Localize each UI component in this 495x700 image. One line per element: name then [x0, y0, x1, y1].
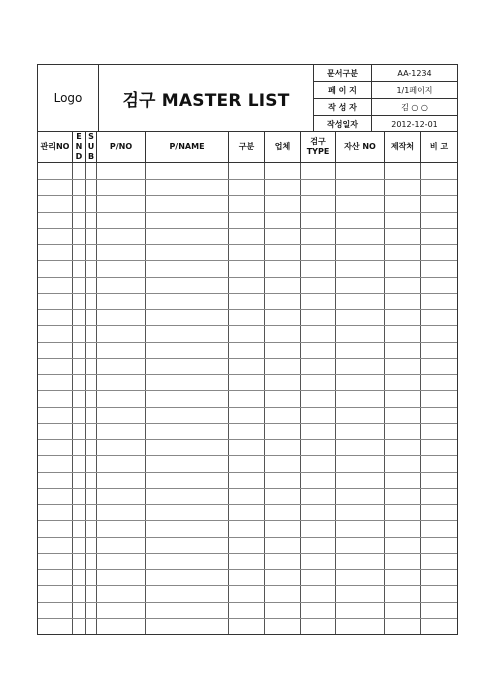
column-header: E N D: [73, 132, 86, 163]
document-info-table: [314, 65, 457, 131]
table-row: [38, 569, 457, 570]
info-value: AA-1234: [397, 68, 432, 78]
table-row: [38, 407, 457, 408]
column-header: P/NO: [97, 132, 146, 163]
table-row: [38, 244, 457, 245]
table-row: [38, 277, 457, 278]
info-row-author: [314, 99, 457, 116]
table-row: [38, 520, 457, 521]
info-row-doc-type: [314, 65, 457, 82]
column-divider: [300, 163, 301, 634]
column-header: 제작처: [385, 132, 421, 163]
column-header: 비 고: [421, 132, 457, 163]
column-divider: [145, 163, 146, 634]
table-row: [38, 585, 457, 586]
table-row: [38, 504, 457, 505]
column-divider: [335, 163, 336, 634]
table-row: [38, 390, 457, 391]
column-header: S U B: [86, 132, 97, 163]
table-row: [38, 260, 457, 261]
column-header: 관리NO: [38, 132, 73, 163]
table-row: [38, 309, 457, 310]
table-row: [38, 212, 457, 213]
info-row-page: [314, 82, 457, 99]
table-row: [38, 618, 457, 619]
master-list-table: [38, 132, 457, 634]
table-row: [38, 293, 457, 294]
master-list-sheet: [37, 64, 458, 635]
table-row: [38, 537, 457, 538]
table-row: [38, 342, 457, 343]
info-value: 2012-12-01: [391, 119, 438, 129]
info-row-date: [314, 116, 457, 132]
info-label: 작 성 자: [314, 99, 372, 115]
table-row: [38, 195, 457, 196]
table-row: [38, 374, 457, 375]
table-row: [38, 439, 457, 440]
table-row: [38, 228, 457, 229]
table-row: [38, 488, 457, 489]
info-value: 김 ○ ○: [401, 102, 428, 112]
column-divider: [264, 163, 265, 634]
info-label: 작성일자: [314, 116, 372, 132]
info-label: 페 이 지: [314, 82, 372, 98]
table-row: [38, 602, 457, 603]
column-divider: [384, 163, 385, 634]
info-value: 1/1페이지: [396, 85, 433, 95]
column-header: 구분: [229, 132, 265, 163]
column-header: 검구 TYPE: [301, 132, 336, 163]
column-divider: [228, 163, 229, 634]
column-divider: [420, 163, 421, 634]
column-header: 자산 NO: [336, 132, 385, 163]
table-row: [38, 325, 457, 326]
table-row: [38, 358, 457, 359]
column-header: P/NAME: [146, 132, 229, 163]
table-row: [38, 472, 457, 473]
column-divider: [85, 163, 86, 634]
column-divider: [96, 163, 97, 634]
table-row: [38, 179, 457, 180]
table-row: [38, 423, 457, 424]
table-row: [38, 455, 457, 456]
column-header: 업체: [265, 132, 301, 163]
document-header: [38, 65, 457, 132]
column-divider: [72, 163, 73, 634]
table-row: [38, 553, 457, 554]
logo: Logo: [38, 65, 99, 131]
info-label: 문서구분: [314, 65, 372, 81]
document-title: 검구 MASTER LIST: [99, 65, 314, 131]
